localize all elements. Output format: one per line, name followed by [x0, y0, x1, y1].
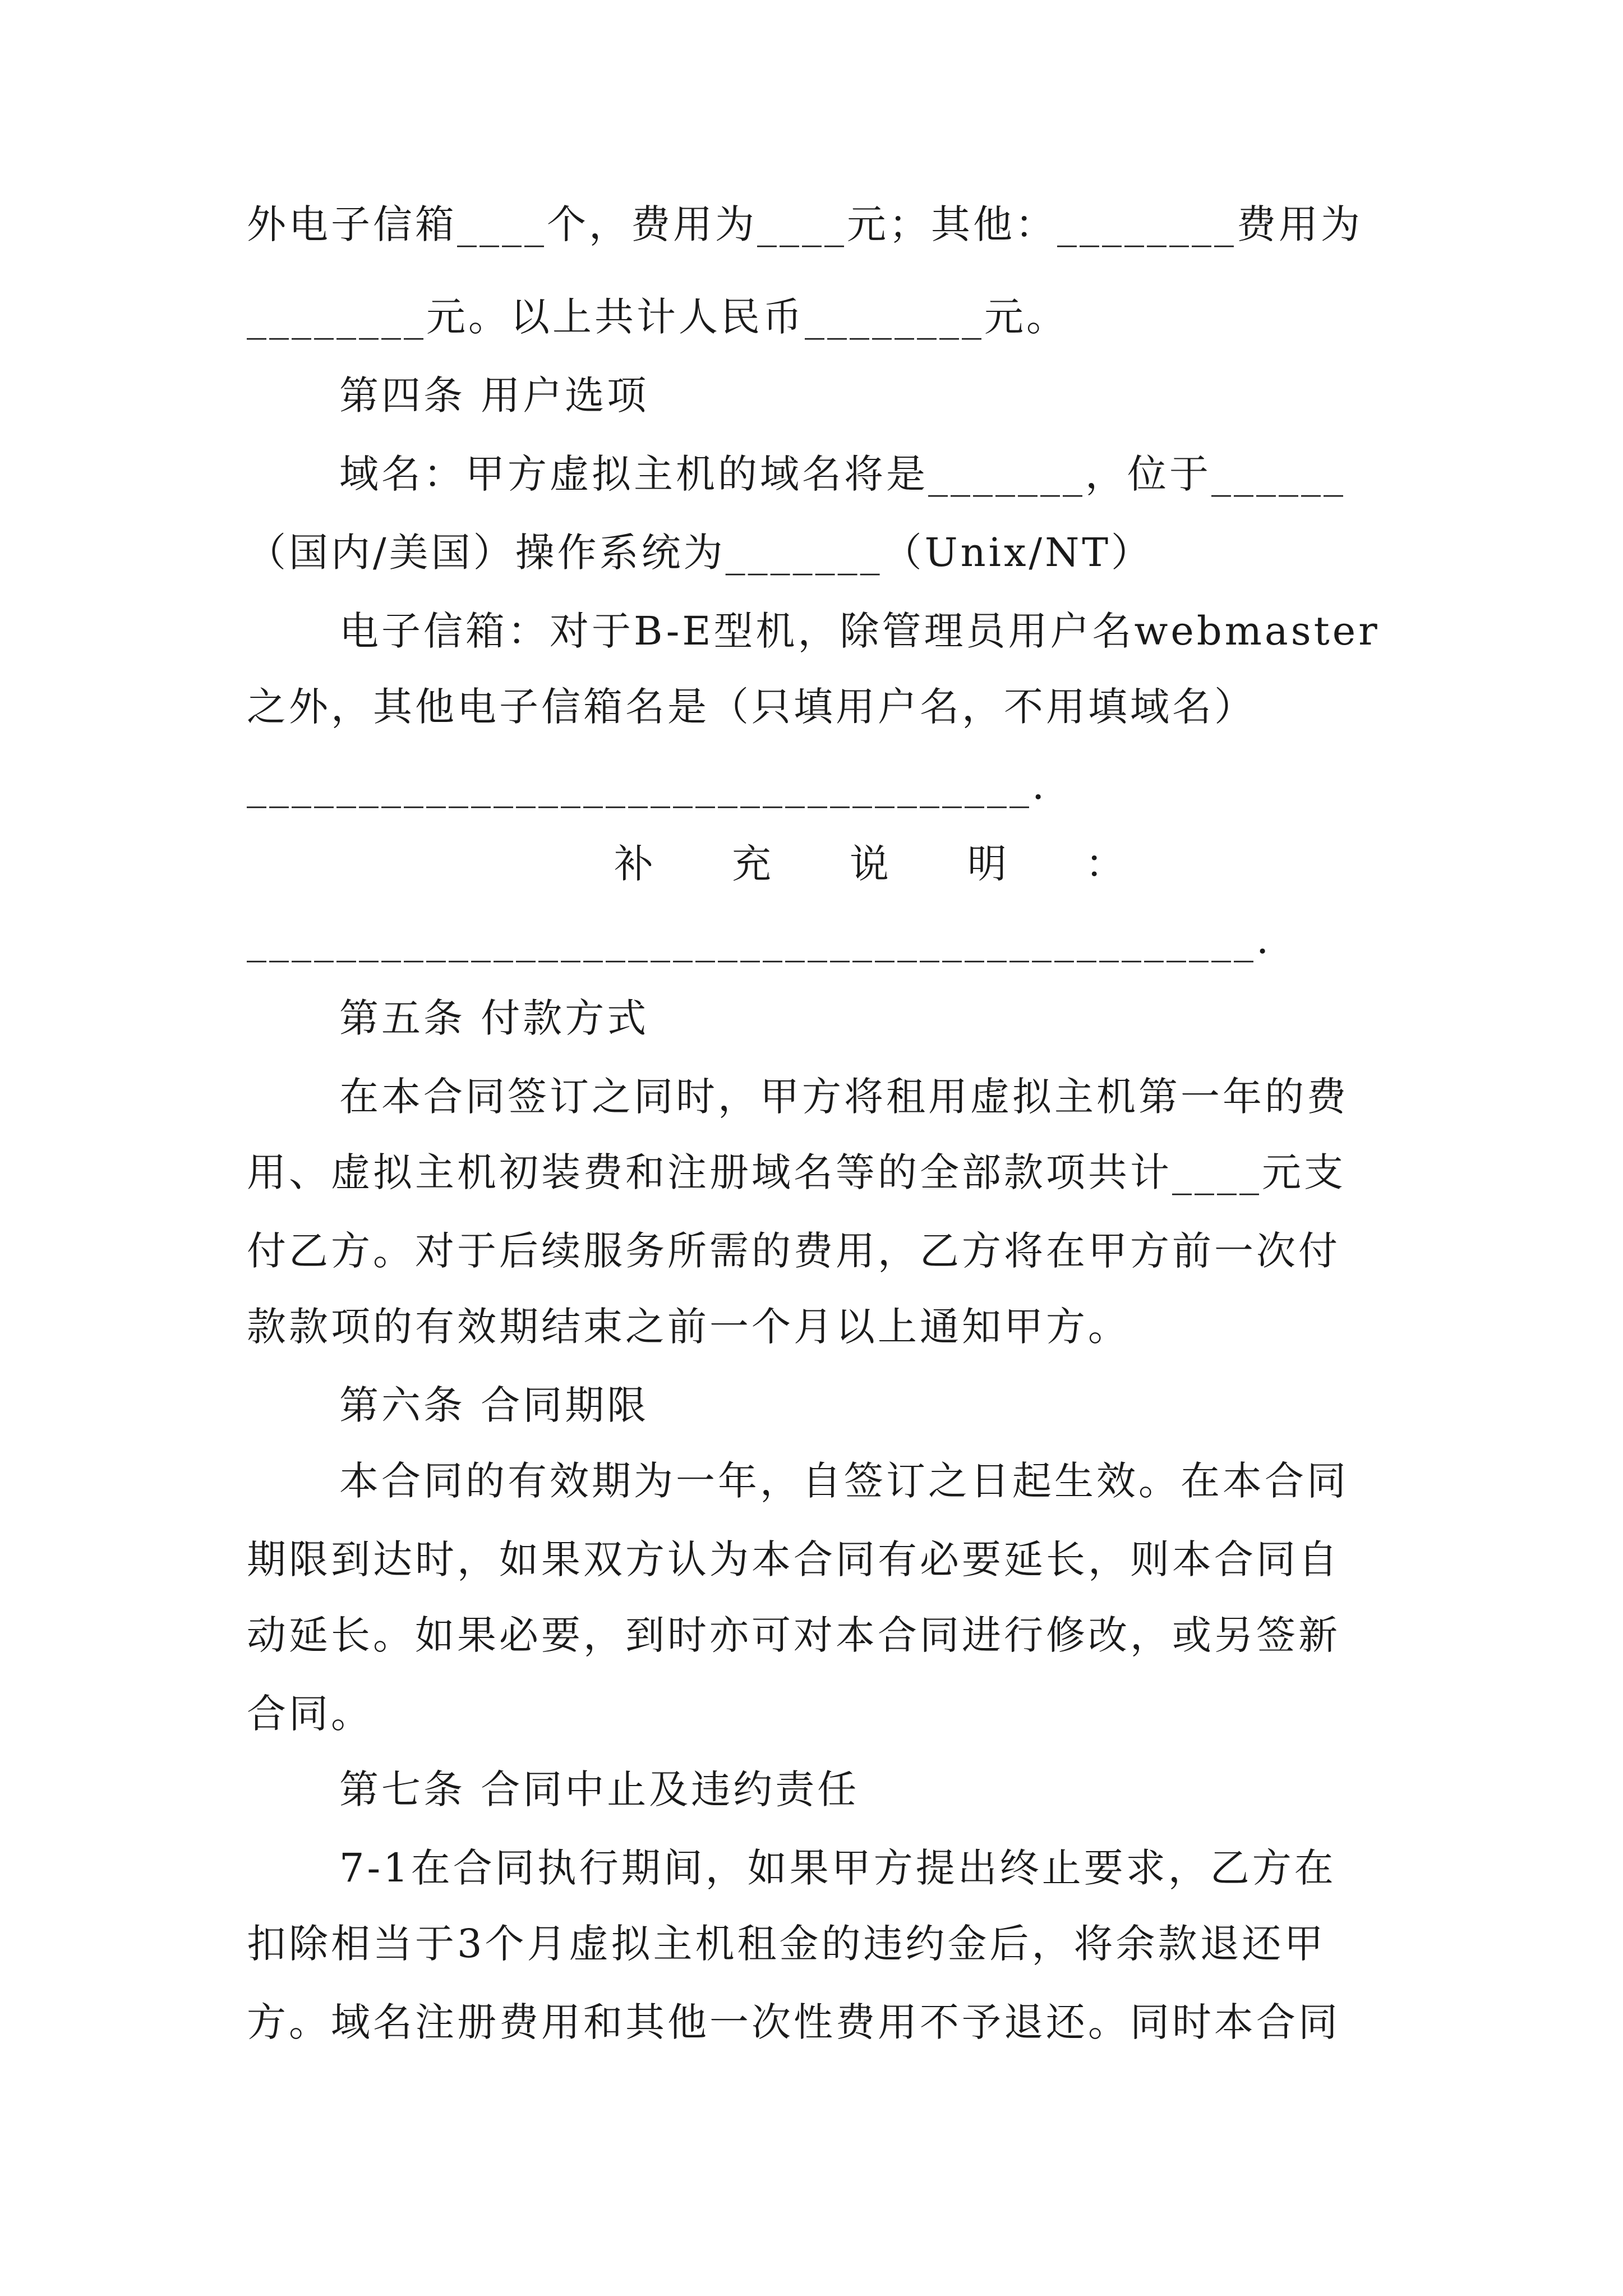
text-line: 动延长。如果必要，到时亦可对本合同进行修改，或另签新: [247, 1612, 1340, 1658]
section-heading: 第六条 合同期限: [339, 1382, 649, 1428]
text-line: 款款项的有效期结束之前一个月以上通知甲方。: [247, 1304, 1130, 1350]
text-line: 扣除相当于3个月虚拟主机租金的违约金后，将余款退还甲: [247, 1921, 1326, 1967]
text-line: 域名：甲方虚拟主机的域名将是_______，位于______: [339, 451, 1346, 497]
text-line: 本合同的有效期为一年，自签订之日起生效。在本合同: [339, 1458, 1349, 1504]
blank-line: _____________________________________________.: [247, 917, 1272, 963]
section-heading: 第五条 付款方式: [339, 995, 649, 1041]
section-heading: 第七条 合同中止及违约责任: [339, 1766, 860, 1812]
text-line: 在本合同签订之同时，甲方将租用虚拟主机第一年的费: [339, 1074, 1349, 1120]
text-line: 方。域名注册费用和其他一次性费用不予退还。同时本合同: [247, 1999, 1340, 2045]
text-line: 外电子信箱____个，费用为____元；其他：________费用为: [247, 201, 1363, 247]
text-line: 电子信箱：对于B-E型机，除管理员用户名webmaster: [339, 608, 1380, 654]
text-line: 付乙方。对于后续服务所需的费用，乙方将在甲方前一次付: [247, 1228, 1340, 1274]
text-line: 合同。: [247, 1691, 373, 1737]
section-heading: 第四条 用户选项: [339, 372, 649, 418]
text-line: ________元。以上共计人民币________元。: [247, 294, 1068, 340]
text-line: 用、虚拟主机初装费和注册域名等的全部款项共计____元支: [247, 1149, 1346, 1195]
supplement-label: 补 充 说 明 ：: [614, 841, 1124, 887]
blank-line: ___________________________________.: [247, 762, 1048, 808]
text-line: 7-1在合同执行期间，如果甲方提出终止要求，乙方在: [339, 1845, 1336, 1891]
text-line: （国内/美国）操作系统为_______（Unix/NT）: [247, 530, 1154, 576]
text-line: 之外，其他电子信箱名是（只填用户名，不用填域名）: [247, 684, 1256, 730]
text-line: 期限到达时，如果双方认为本合同有必要延长，则本合同自: [247, 1536, 1340, 1582]
